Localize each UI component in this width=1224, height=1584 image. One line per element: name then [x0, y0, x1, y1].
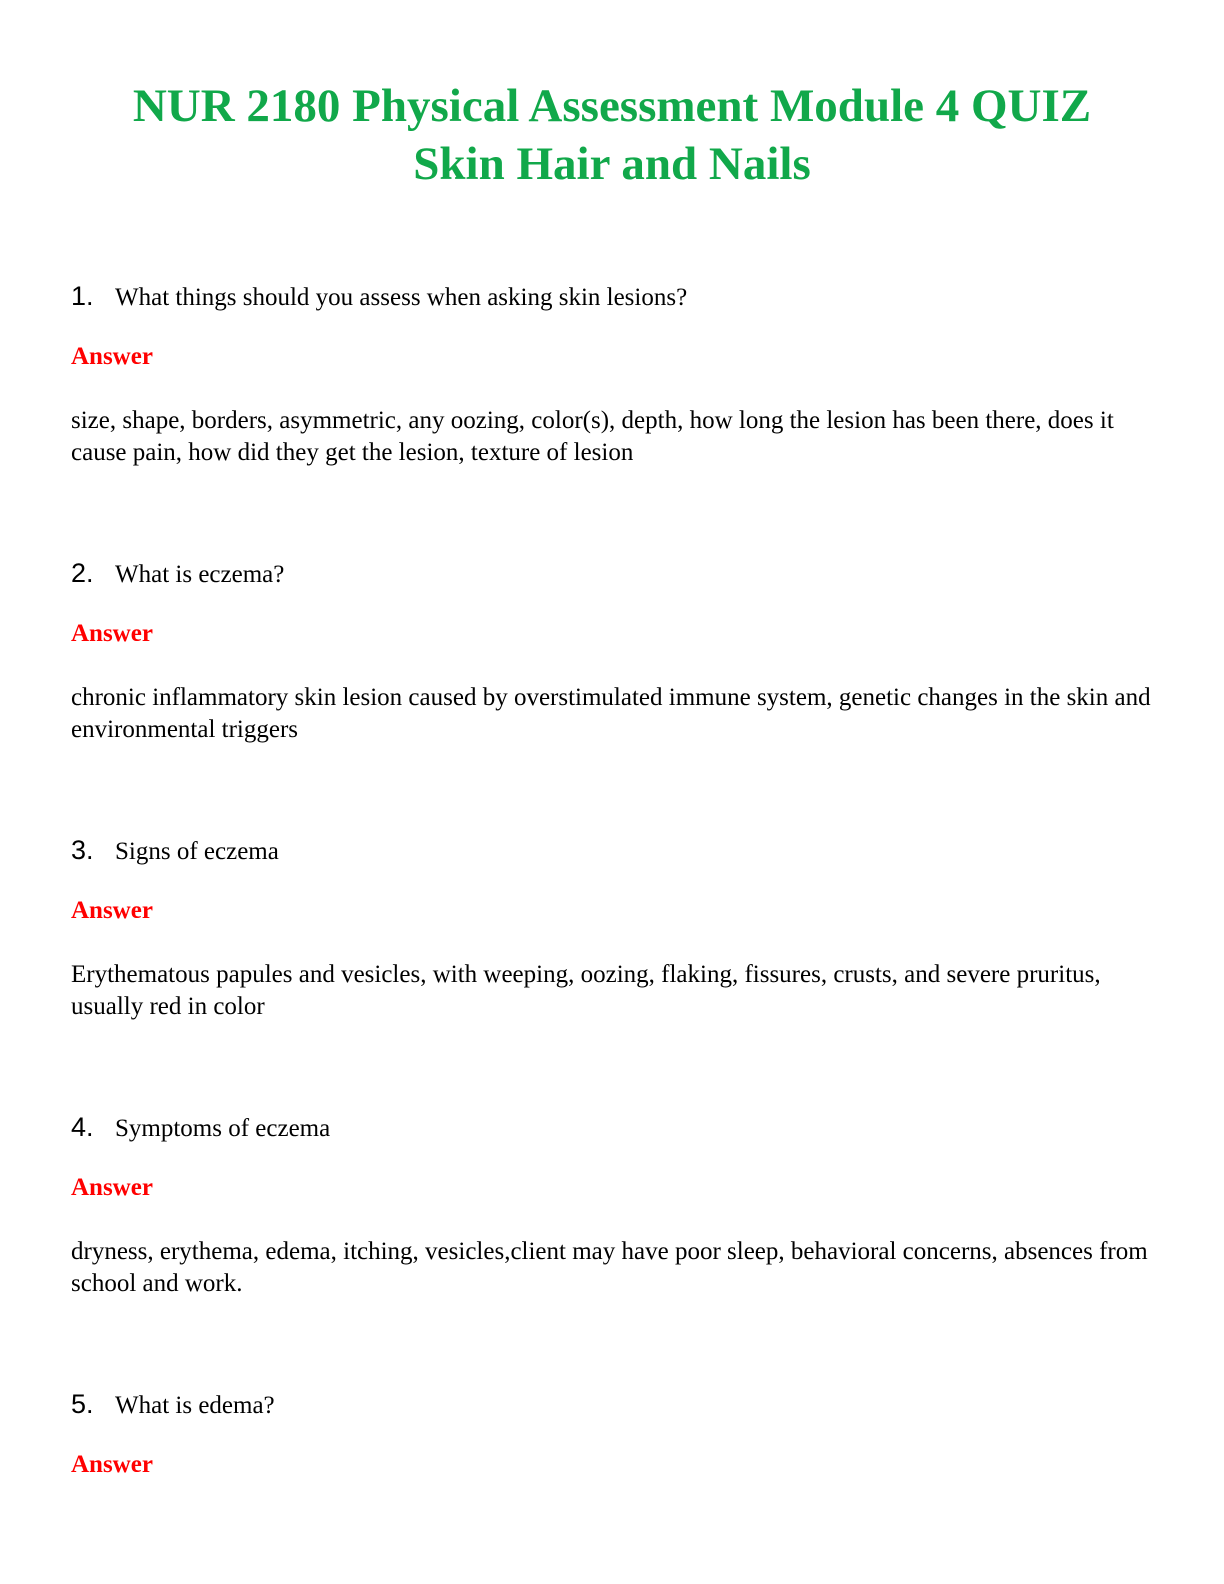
answer-text: dryness, erythema, edema, itching, vesicles,client may have poor sleep, behavioral concerns, absences from school and work.	[71, 1238, 1148, 1297]
question-number: 1.	[71, 281, 94, 311]
question-text: Signs of eczema	[115, 838, 279, 865]
question-2-prompt	[71, 558, 1151, 590]
answer-text: size, shape, borders, asymmetric, any oozing, color(s), depth, how long the lesion has been there, does it cause pain, how did they get the lesion, texture of lesion	[71, 407, 1114, 466]
question-4-prompt	[71, 1112, 1151, 1144]
question-number: 3.	[71, 835, 94, 865]
answer-label: Answer	[71, 897, 153, 924]
question-3-prompt	[71, 835, 1151, 867]
answer-label: Answer	[71, 620, 153, 647]
answer-label: Answer	[71, 343, 153, 370]
question-number: 2.	[71, 558, 94, 588]
document-title-line-2: Skin Hair and Nails	[413, 138, 811, 190]
question-text: What things should you assess when asking skin lesions?	[115, 284, 688, 311]
question-5	[71, 1389, 1151, 1478]
question-text: What is eczema?	[115, 561, 285, 588]
answer-label: Answer	[71, 1451, 153, 1478]
question-text: Symptoms of eczema	[115, 1115, 331, 1142]
answer-text: chronic inflammatory skin lesion caused by overstimulated immune system, genetic changes in the skin and environmental triggers	[71, 684, 1151, 743]
answer-text: Erythematous papules and vesicles, with weeping, oozing, flaking, fissures, crusts, and severe pruritus, usually red in color	[71, 961, 1101, 1020]
answer-label: Answer	[71, 1174, 153, 1201]
question-1-prompt	[71, 281, 1151, 313]
question-3	[71, 835, 1151, 1020]
document-title-line-1: NUR 2180 Physical Assessment Module 4 QUIZ	[132, 80, 1092, 132]
question-5-prompt	[71, 1389, 1151, 1421]
question-text: What is edema?	[115, 1392, 275, 1419]
question-4	[71, 1112, 1151, 1297]
question-2	[71, 558, 1151, 743]
question-number: 5.	[71, 1389, 94, 1419]
question-number: 4.	[71, 1112, 94, 1142]
question-1	[71, 281, 1151, 466]
